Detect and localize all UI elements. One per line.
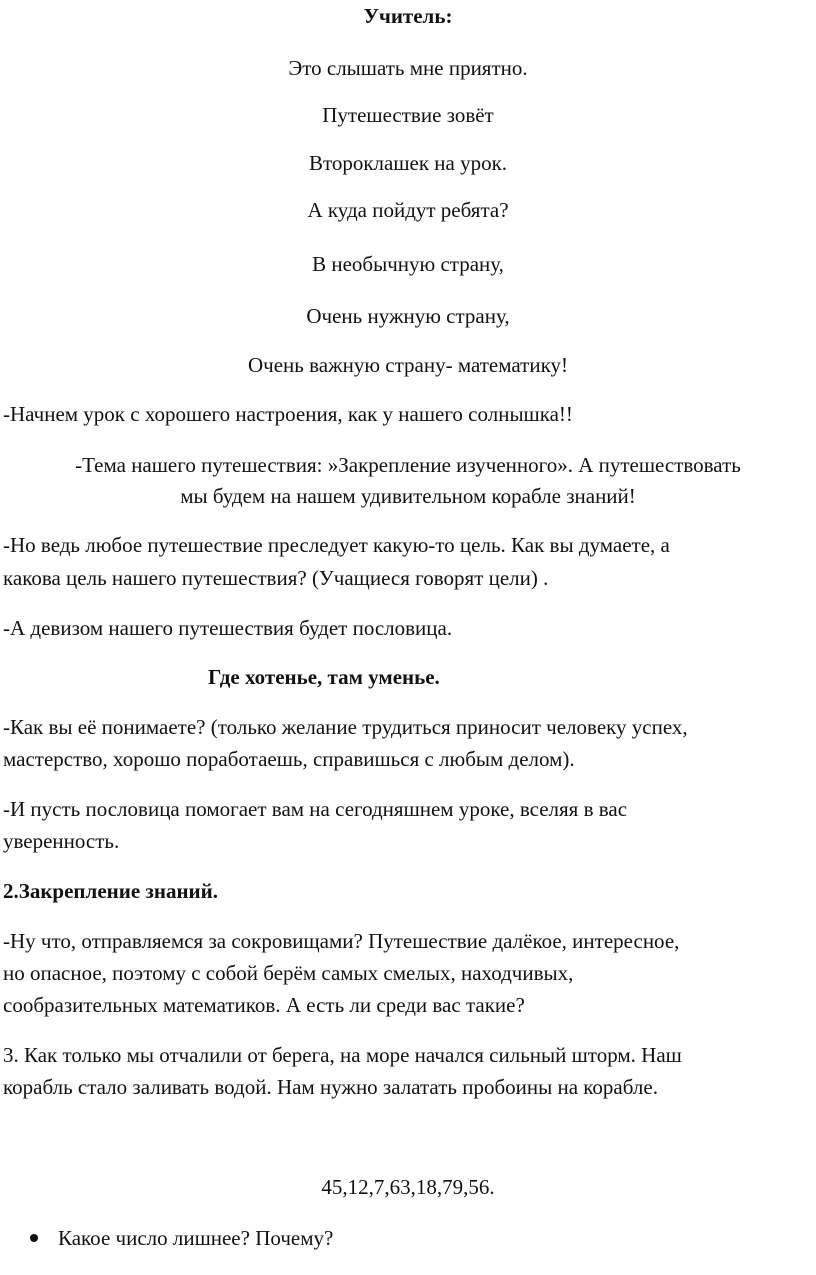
paragraph-mood: -Начнем урок с хорошего настроения, как у нашего солнышка!! bbox=[3, 402, 573, 426]
poem-line-5: В необычную страну, bbox=[312, 252, 504, 276]
poem-line-7: Очень важную страну- математику! bbox=[248, 353, 568, 377]
paragraph-understanding-line-1: -Как вы её понимаете? (только желание трудиться приносит человеку успех, bbox=[3, 715, 688, 739]
poem-line-3: Второклашек на урок. bbox=[308, 151, 508, 175]
paragraph-goal-line-1: -Но ведь любое путешествие преследует какую-то цель. Как вы думаете, а bbox=[3, 533, 670, 557]
paragraph-goal-line-2: какова цель нашего путешествия? (Учащиеся говорят цели) . bbox=[3, 566, 549, 590]
paragraph-confidence-line-1: -И пусть пословица помогает вам на сегодняшнем уроке, вселяя в вас bbox=[3, 797, 628, 821]
paragraph-confidence-line-2: уверенность. bbox=[3, 829, 120, 853]
paragraph-understanding-line-2: мастерство, хорошо поработаешь, справишься с любым делом). bbox=[3, 747, 575, 771]
bullet-dot-icon bbox=[30, 1234, 38, 1242]
poem-line-2: Путешествие зовёт bbox=[322, 103, 494, 127]
paragraph-storm-line-2: корабль стало заливать водой. Нам нужно залатать пробоины на корабле. bbox=[3, 1075, 658, 1099]
paragraph-treasure-line-2: но опасное, поэтому с собой берём самых смелых, находчивых, bbox=[3, 961, 574, 985]
paragraph-motto: -А девизом нашего путешествия будет пословица. bbox=[3, 616, 453, 640]
paragraph-topic-line-2: мы будем на нашем удивительном корабле знаний! bbox=[180, 484, 636, 508]
poem-line-1: Это слышать мне приятно. bbox=[288, 56, 528, 80]
section-heading: 2.Закрепление знаний. bbox=[3, 879, 218, 903]
number-sequence: 45,12,7,63,18,79,56. bbox=[321, 1175, 495, 1199]
bullet-question: Какое число лишнее? Почему? bbox=[58, 1226, 334, 1250]
proverb: Где хотенье, там уменье. bbox=[208, 665, 440, 689]
poem-line-6: Очень нужную страну, bbox=[306, 304, 510, 328]
paragraph-topic-line-1: -Тема нашего путешествия: »Закрепление изученного». А путешествовать bbox=[75, 453, 741, 477]
bullet-item bbox=[30, 1224, 333, 1252]
poem-line-4: А куда пойдут ребята? bbox=[307, 198, 509, 222]
paragraph-treasure-line-1: -Ну что, отправляемся за сокровищами? Путешествие далёкое, интересное, bbox=[3, 929, 680, 953]
paragraph-treasure-line-3: сообразительных математиков. А есть ли среди вас такие? bbox=[3, 993, 525, 1017]
teacher-heading: Учитель: bbox=[363, 4, 453, 28]
paragraph-storm-line-1: 3. Как только мы отчалили от берега, на море начался сильный шторм. Наш bbox=[3, 1043, 682, 1067]
